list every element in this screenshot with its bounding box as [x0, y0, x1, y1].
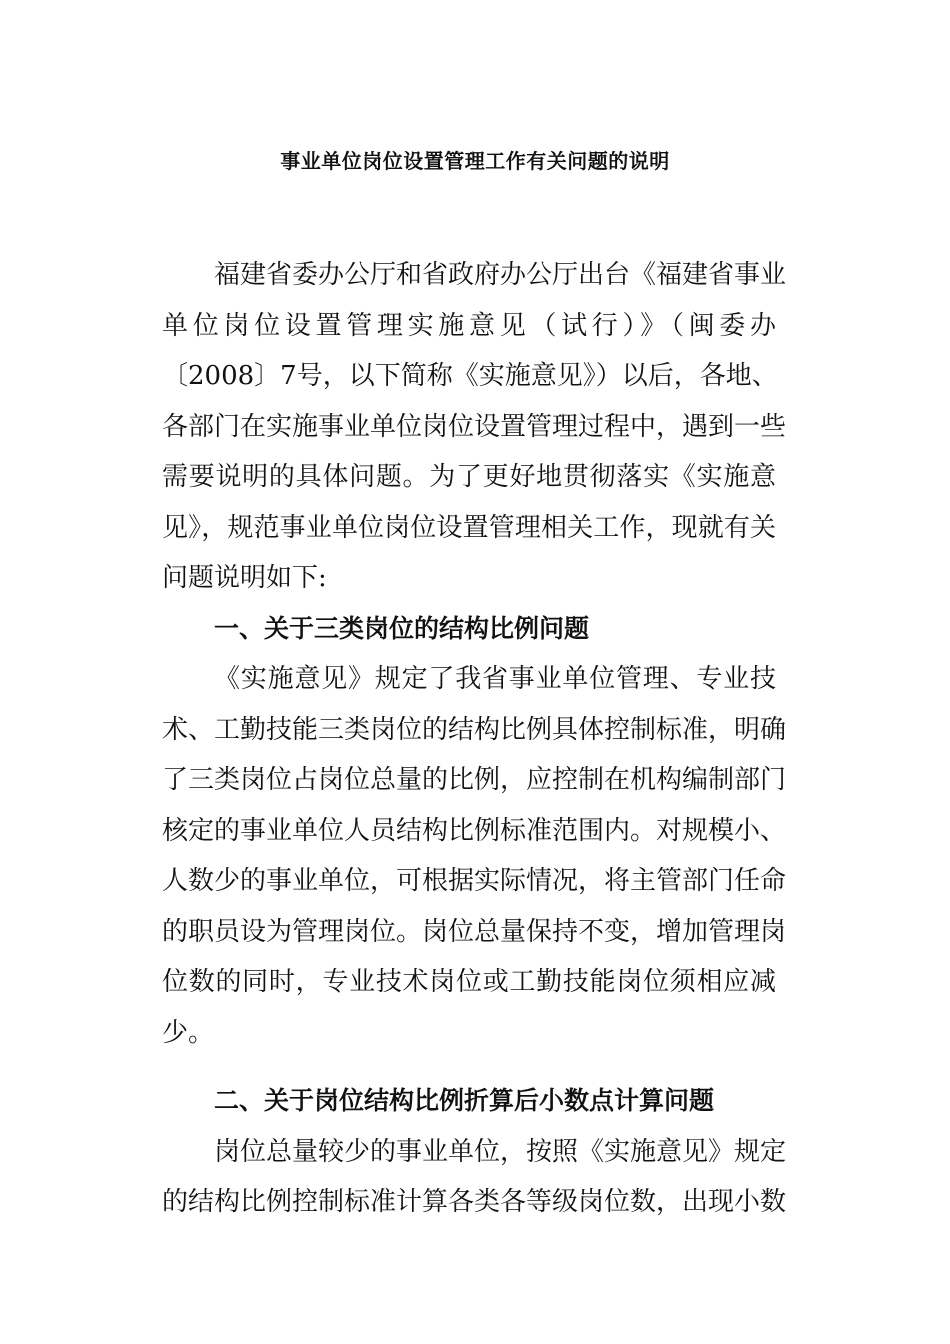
intro-paragraph [162, 250, 787, 604]
paragraph-line: 术、工勤技能三类岗位的结构比例具体控制标准，明确 [162, 714, 787, 745]
section-1 [162, 604, 787, 1059]
paragraph-line: 单位岗位设置管理实施意见（试行）》（闽委办 [162, 310, 776, 341]
paragraph-line: 问题说明如下: [162, 563, 327, 593]
paragraph-line: 福建省委办公厅和省政府办公厅出台《福建省事业 [214, 260, 787, 290]
document-title: 事业单位岗位设置管理工作有关问题的说明 [280, 149, 670, 173]
document-body [162, 250, 787, 1228]
paragraph-line: 需要说明的具体问题。为了更好地贯彻落实《实施意 [162, 462, 776, 492]
paragraph-line: 各部门在实施事业单位岗位设置管理过程中，遇到一些 [162, 411, 787, 442]
paragraph-line: 核定的事业单位人员结构比例标准范围内。对规模小、 [162, 815, 787, 846]
paragraph-line: 了三类岗位占岗位总量的比例，应控制在机构编制部门 [162, 765, 787, 795]
paragraph-line: 见》，规范事业单位岗位设置管理相关工作，现就有关 [162, 512, 776, 543]
paragraph-line: 《实施意见》规定了我省事业单位管理、专业技 [214, 664, 776, 694]
section-heading: 二、关于岗位结构比例折算后小数点计算问题 [214, 1086, 715, 1115]
paragraph-line: 的职员设为管理岗位。岗位总量保持不变，增加管理岗 [162, 916, 787, 947]
paragraph-line: 〔2008〕7号，以下简称《实施意见》）以后，各地、 [162, 361, 778, 391]
paragraph-line: 少。 [162, 1017, 215, 1048]
paragraph-line: 的结构比例控制标准计算各类各等级岗位数，出现小数 [162, 1187, 787, 1217]
section-spacer [162, 1058, 776, 1076]
section-2 [162, 1076, 787, 1228]
paragraph-line: 位数的同时，专业技术岗位或工勤技能岗位须相应减 [162, 967, 776, 997]
paragraph-line: 岗位总量较少的事业单位，按照《实施意见》规定 [214, 1136, 787, 1167]
paragraph-line: 人数少的事业单位，可根据实际情况，将主管部门任命 [162, 866, 787, 896]
section-heading: 一、关于三类岗位的结构比例问题 [214, 613, 590, 643]
